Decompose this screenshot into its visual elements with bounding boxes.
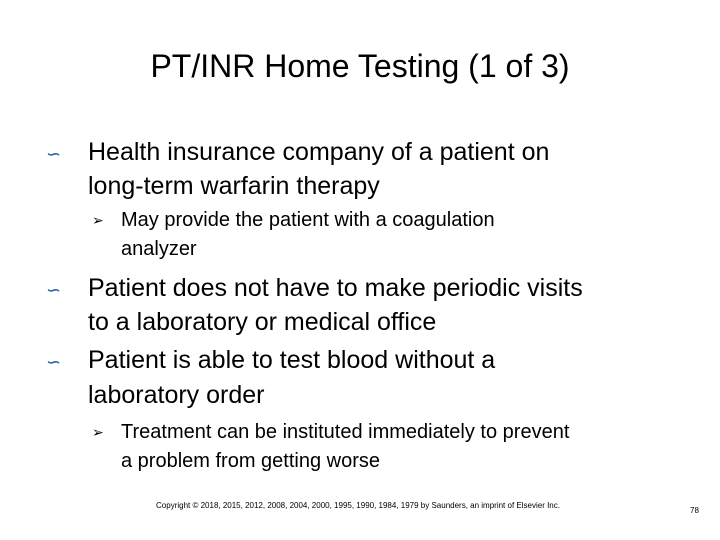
bullet-icon: ∽	[46, 352, 62, 372]
bullet-icon: ∽	[46, 280, 62, 300]
bullet-3-line-1: Patient is able to test blood without a	[88, 346, 496, 374]
bullet-2-line-1: Patient does not have to make periodic visits	[88, 274, 583, 302]
sub-bullet-1-line-1: May provide the patient with a coagulation	[121, 209, 495, 231]
page-number: 78	[690, 506, 699, 515]
copyright-footer: Copyright © 2018, 2015, 2012, 2008, 2004, 2000, 1995, 1990, 1984, 1979 by Saunders, an imprint of Elsevier Inc.	[156, 501, 560, 510]
slide-title: PT/INR Home Testing (1 of 3)	[150, 48, 570, 84]
bullet-3-line-2: laboratory order	[88, 381, 265, 409]
sub-bullet-1-line-2: analyzer	[121, 238, 197, 260]
sub-bullet-2-line-2: a problem from getting worse	[121, 450, 381, 472]
bullet-1-line-1: Health insurance company of a patient on	[88, 138, 550, 166]
bullet-2-line-2: to a laboratory or medical office	[88, 308, 437, 336]
bullet-1-line-2: long-term warfarin therapy	[88, 172, 380, 200]
sub-bullet-arrow-icon: ➢	[92, 424, 104, 440]
sub-bullet-2-line-1: Treatment can be instituted immediately to prevent	[121, 421, 570, 443]
bullet-icon: ∽	[46, 144, 62, 164]
sub-bullet-arrow-icon: ➢	[92, 212, 104, 228]
